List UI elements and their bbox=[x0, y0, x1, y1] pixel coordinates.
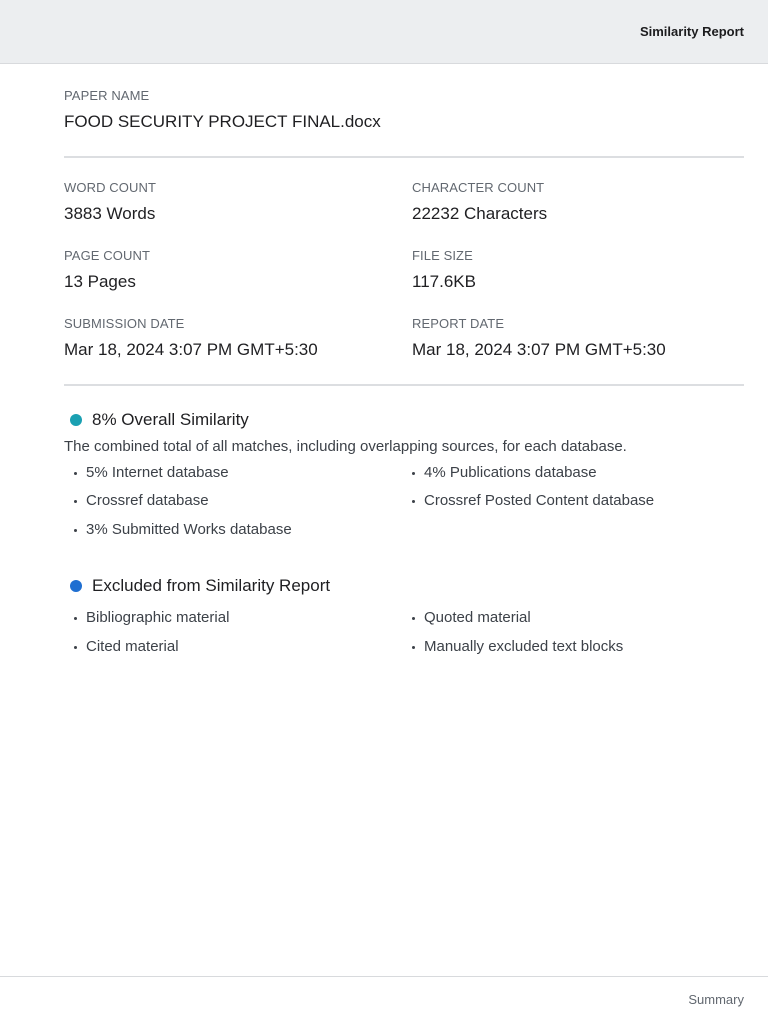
word-count-value: 3883 Words bbox=[64, 204, 156, 223]
divider bbox=[64, 384, 744, 386]
submission-date-value: Mar 18, 2024 3:07 PM GMT+5:30 bbox=[64, 340, 318, 359]
paper-name-label: PAPER NAME bbox=[64, 88, 150, 103]
overall-similarity-section bbox=[64, 409, 744, 538]
list-item: Cited material bbox=[64, 638, 179, 656]
file-size-label: FILE SIZE bbox=[412, 248, 473, 263]
list-item: Manually excluded text blocks bbox=[402, 638, 623, 656]
metadata-row bbox=[64, 248, 744, 316]
list-item: 5% Internet database bbox=[64, 464, 229, 482]
report-header bbox=[0, 0, 768, 64]
list-item: 3% Submitted Works database bbox=[64, 521, 292, 539]
document-metadata bbox=[64, 180, 744, 384]
file-size bbox=[412, 248, 476, 292]
paper-name-value: FOOD SECURITY PROJECT FINAL.docx bbox=[64, 112, 381, 131]
character-count-label: CHARACTER COUNT bbox=[412, 180, 545, 195]
list-item: Quoted material bbox=[402, 609, 531, 627]
submission-date-label: SUBMISSION DATE bbox=[64, 316, 185, 331]
word-count bbox=[64, 180, 156, 224]
metadata-row bbox=[64, 180, 744, 248]
similarity-dot-icon bbox=[70, 414, 82, 426]
excluded-heading bbox=[64, 575, 744, 597]
footer-divider bbox=[0, 976, 768, 977]
metadata-row bbox=[64, 316, 744, 384]
similarity-description: The combined total of all matches, including overlapping sources, for each database. bbox=[64, 438, 627, 455]
excluded-title: Excluded from Similarity Report bbox=[92, 576, 331, 595]
page-count bbox=[64, 248, 150, 292]
page-count-label: PAGE COUNT bbox=[64, 248, 150, 263]
character-count-value: 22232 Characters bbox=[412, 204, 548, 223]
excluded-dot-icon bbox=[70, 580, 82, 592]
divider bbox=[64, 156, 744, 158]
excluded-section bbox=[64, 575, 744, 655]
report-date-value: Mar 18, 2024 3:07 PM GMT+5:30 bbox=[412, 340, 666, 359]
report-date-label: REPORT DATE bbox=[412, 316, 505, 331]
overall-similarity-title: 8% Overall Similarity bbox=[92, 410, 249, 429]
paper-name-block bbox=[64, 88, 381, 132]
footer-summary-label: Summary bbox=[688, 992, 744, 1007]
list-item: Bibliographic material bbox=[64, 609, 229, 627]
file-size-value: 117.6KB bbox=[412, 272, 476, 291]
list-item: 4% Publications database bbox=[402, 464, 597, 482]
page-count-value: 13 Pages bbox=[64, 272, 136, 291]
list-item: Crossref Posted Content database bbox=[402, 492, 654, 510]
overall-similarity-heading bbox=[64, 409, 744, 431]
character-count bbox=[412, 180, 547, 224]
submission-date bbox=[64, 316, 318, 360]
list-item: Crossref database bbox=[64, 492, 209, 510]
word-count-label: WORD COUNT bbox=[64, 180, 156, 195]
report-title: Similarity Report bbox=[639, 24, 744, 39]
report-date bbox=[412, 316, 666, 360]
